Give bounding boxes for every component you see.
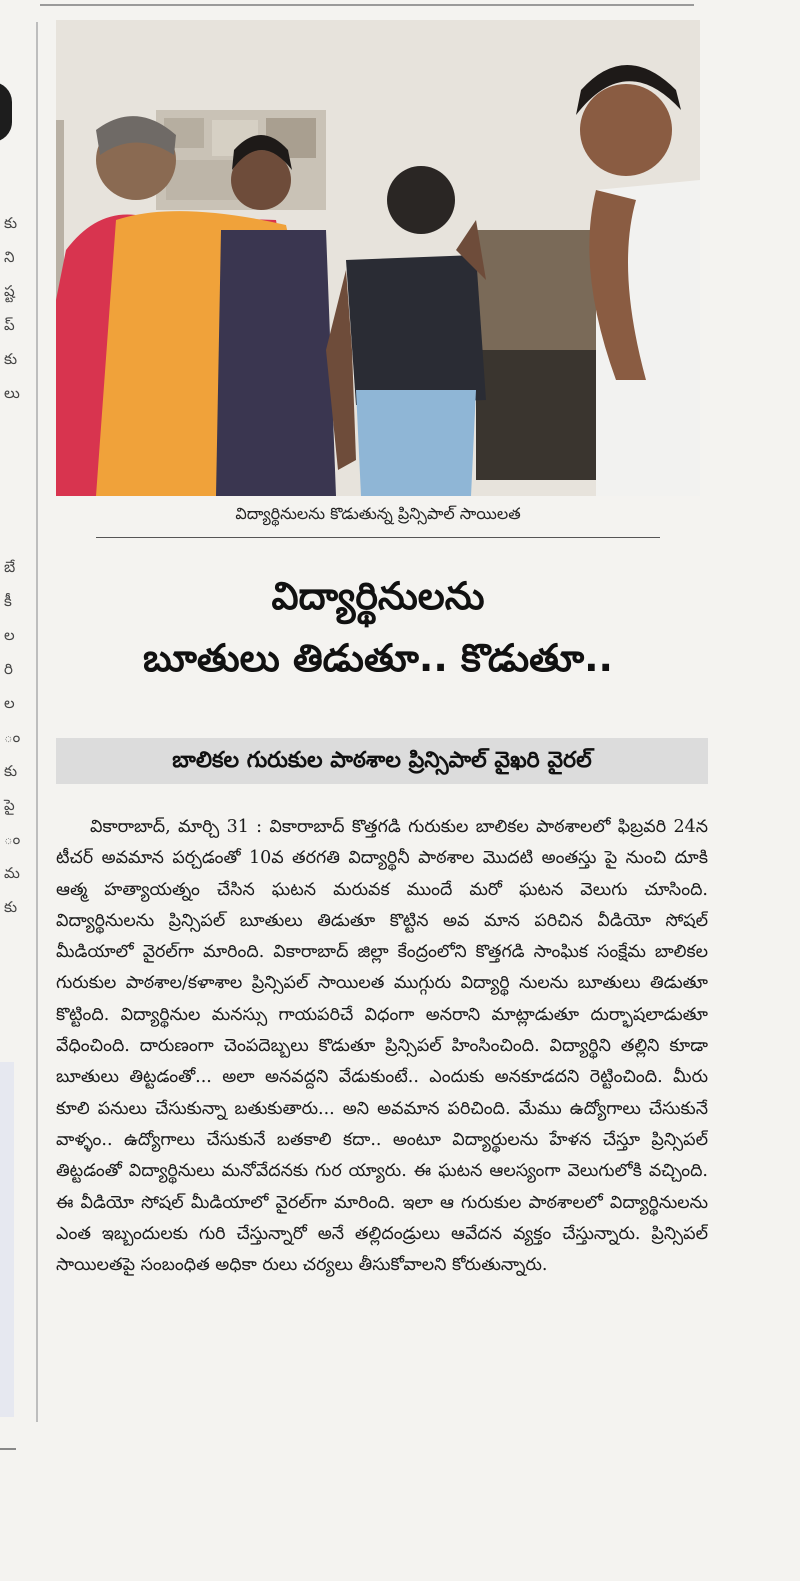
left-char: రి	[4, 660, 13, 678]
left-char: లు	[4, 384, 20, 402]
left-char: ల	[4, 626, 15, 644]
girl-2-skirt	[356, 390, 476, 496]
girl-3-head	[580, 84, 672, 176]
cabinet-shadow	[476, 350, 596, 480]
left-char: ల	[4, 694, 15, 712]
girl-1-dress	[216, 230, 336, 496]
adjacent-column-fragment	[0, 0, 36, 1581]
left-column-text	[4, 206, 20, 410]
left-char: కీ	[4, 592, 12, 610]
left-char: మ	[4, 864, 20, 882]
left-char: ం	[4, 728, 21, 746]
left-char: కు	[4, 898, 18, 916]
subheadline: బాలికల గురుకుల పాఠశాల ప్రిన్సిపాల్ వైఖరి వైరల్	[56, 738, 708, 784]
top-rule	[40, 4, 694, 6]
headline-line-2: బూతులు తిడుతూ.. కొడుతూ..	[143, 636, 613, 680]
article-body: వికారాబాద్, మార్చి 31 : వికారాబాద్ కొత్తగడి గురుకుల బాలికల పాఠశాలలో ఫిబ్రవరి 24న టీచర్ అవమాన పర్చడంతో 10వ తరగతి విద్యార్థినీ పాఠశాల మొదటి అంతస్తు పై నుంచి దూకి ఆత్మ హత్యాయత్నం చేసిన ఘటన మరువక ముందే మరో ఘటన వెలుగు చూసింది. విద్యార్థినులను ప్రిన్సిపల్ బూతులు తిడుతూ కొట్టిన అవ మాన పరిచిన వీడియో సోషల్ మీడియాలో వైరల్‌గా మారింది. వికారాబాద్ జిల్లా కేంద్రంలోని కొత్తగడి సాంఘిక సంక్షేమ బాలికల గురుకుల పాఠశాల/కళాశాల ప్రిన్సిపల్ సాయిలత ముగ్గురు విద్యార్థి నులను బూతులు తిడుతూ కొట్టింది. విద్యార్థినుల మనస్సు గాయపరిచే విధంగా అనరాని మాట్లాడుతూ దుర్భాషలాడుతూ వేధించింది. దారుణంగా చెంపదెబ్బలు కొడుతూ ప్రిన్సిపల్ హింసించింది. విద్యార్థిని తల్లిని కూడా బూతులు తిట్టడంతో... అలా అనవద్దని వేడుకుంటే.. ఎందుకు అనకూడదని రెట్టించింది. మీరు కూలి పనులు చేసుకున్నా బతుకుతారు... అని అవమాన పరిచింది. మేము ఉద్యోగాలు చేసుకునే వాళ్ళం.. ఉద్యోగాలు చేసుకునే బతకాలి కదా.. అంటూ విద్యార్థులను హేళన చేస్తూ ప్రిన్సిపల్ తిట్టడంతో విద్యార్థినులు మనోవేదనకు గుర య్యారు. ఈ ఘటన ఆలస్యంగా వెలుగులోకి వచ్చింది. ఈ వీడియో సోషల్ మీడియాలో వైరల్‌గా మారింది. ఇలా ఆ గురుకుల పాఠశాలలో విద్యార్థినులను ఎంత ఇబ్బందులకు గురి చేస్తున్నారో అనే తల్లిదండ్రులు ఆవేదన వ్యక్తం చేస్తున్నారు. ప్రిన్సిపల్ సాయిలతపై సంబంధిత అధికా రులు చర్యలు తీసుకోవాలని కోరుతున్నారు.	[56, 817, 708, 1276]
left-char: ష్ట	[4, 282, 15, 300]
adjacent-graphic-fragment	[0, 82, 12, 142]
column-rule	[36, 22, 38, 1422]
news-photo	[56, 20, 700, 496]
photo-illustration	[56, 20, 700, 496]
adjacent-rule	[0, 1448, 16, 1450]
girl-2-shirt	[346, 255, 486, 405]
caption-rule	[96, 537, 660, 538]
left-char: ప్	[4, 316, 15, 334]
left-char: కు	[4, 350, 18, 368]
left-char: కు	[4, 762, 18, 780]
left-char: ం	[4, 830, 21, 848]
girl-2-head	[387, 166, 455, 234]
left-char: ని	[4, 248, 15, 266]
headline-line-1: విద్యార్థినులను	[271, 574, 485, 618]
photo-caption: విద్యార్థినులను కొడుతున్న ప్రిన్సిపాల్ సాయిలత	[235, 504, 521, 523]
adjacent-box-fragment	[0, 1062, 14, 1417]
headline	[56, 565, 700, 689]
left-column-text-2	[4, 550, 20, 924]
left-char: పై	[4, 796, 15, 814]
left-char: బే	[4, 558, 16, 576]
left-char: కు	[4, 214, 18, 232]
